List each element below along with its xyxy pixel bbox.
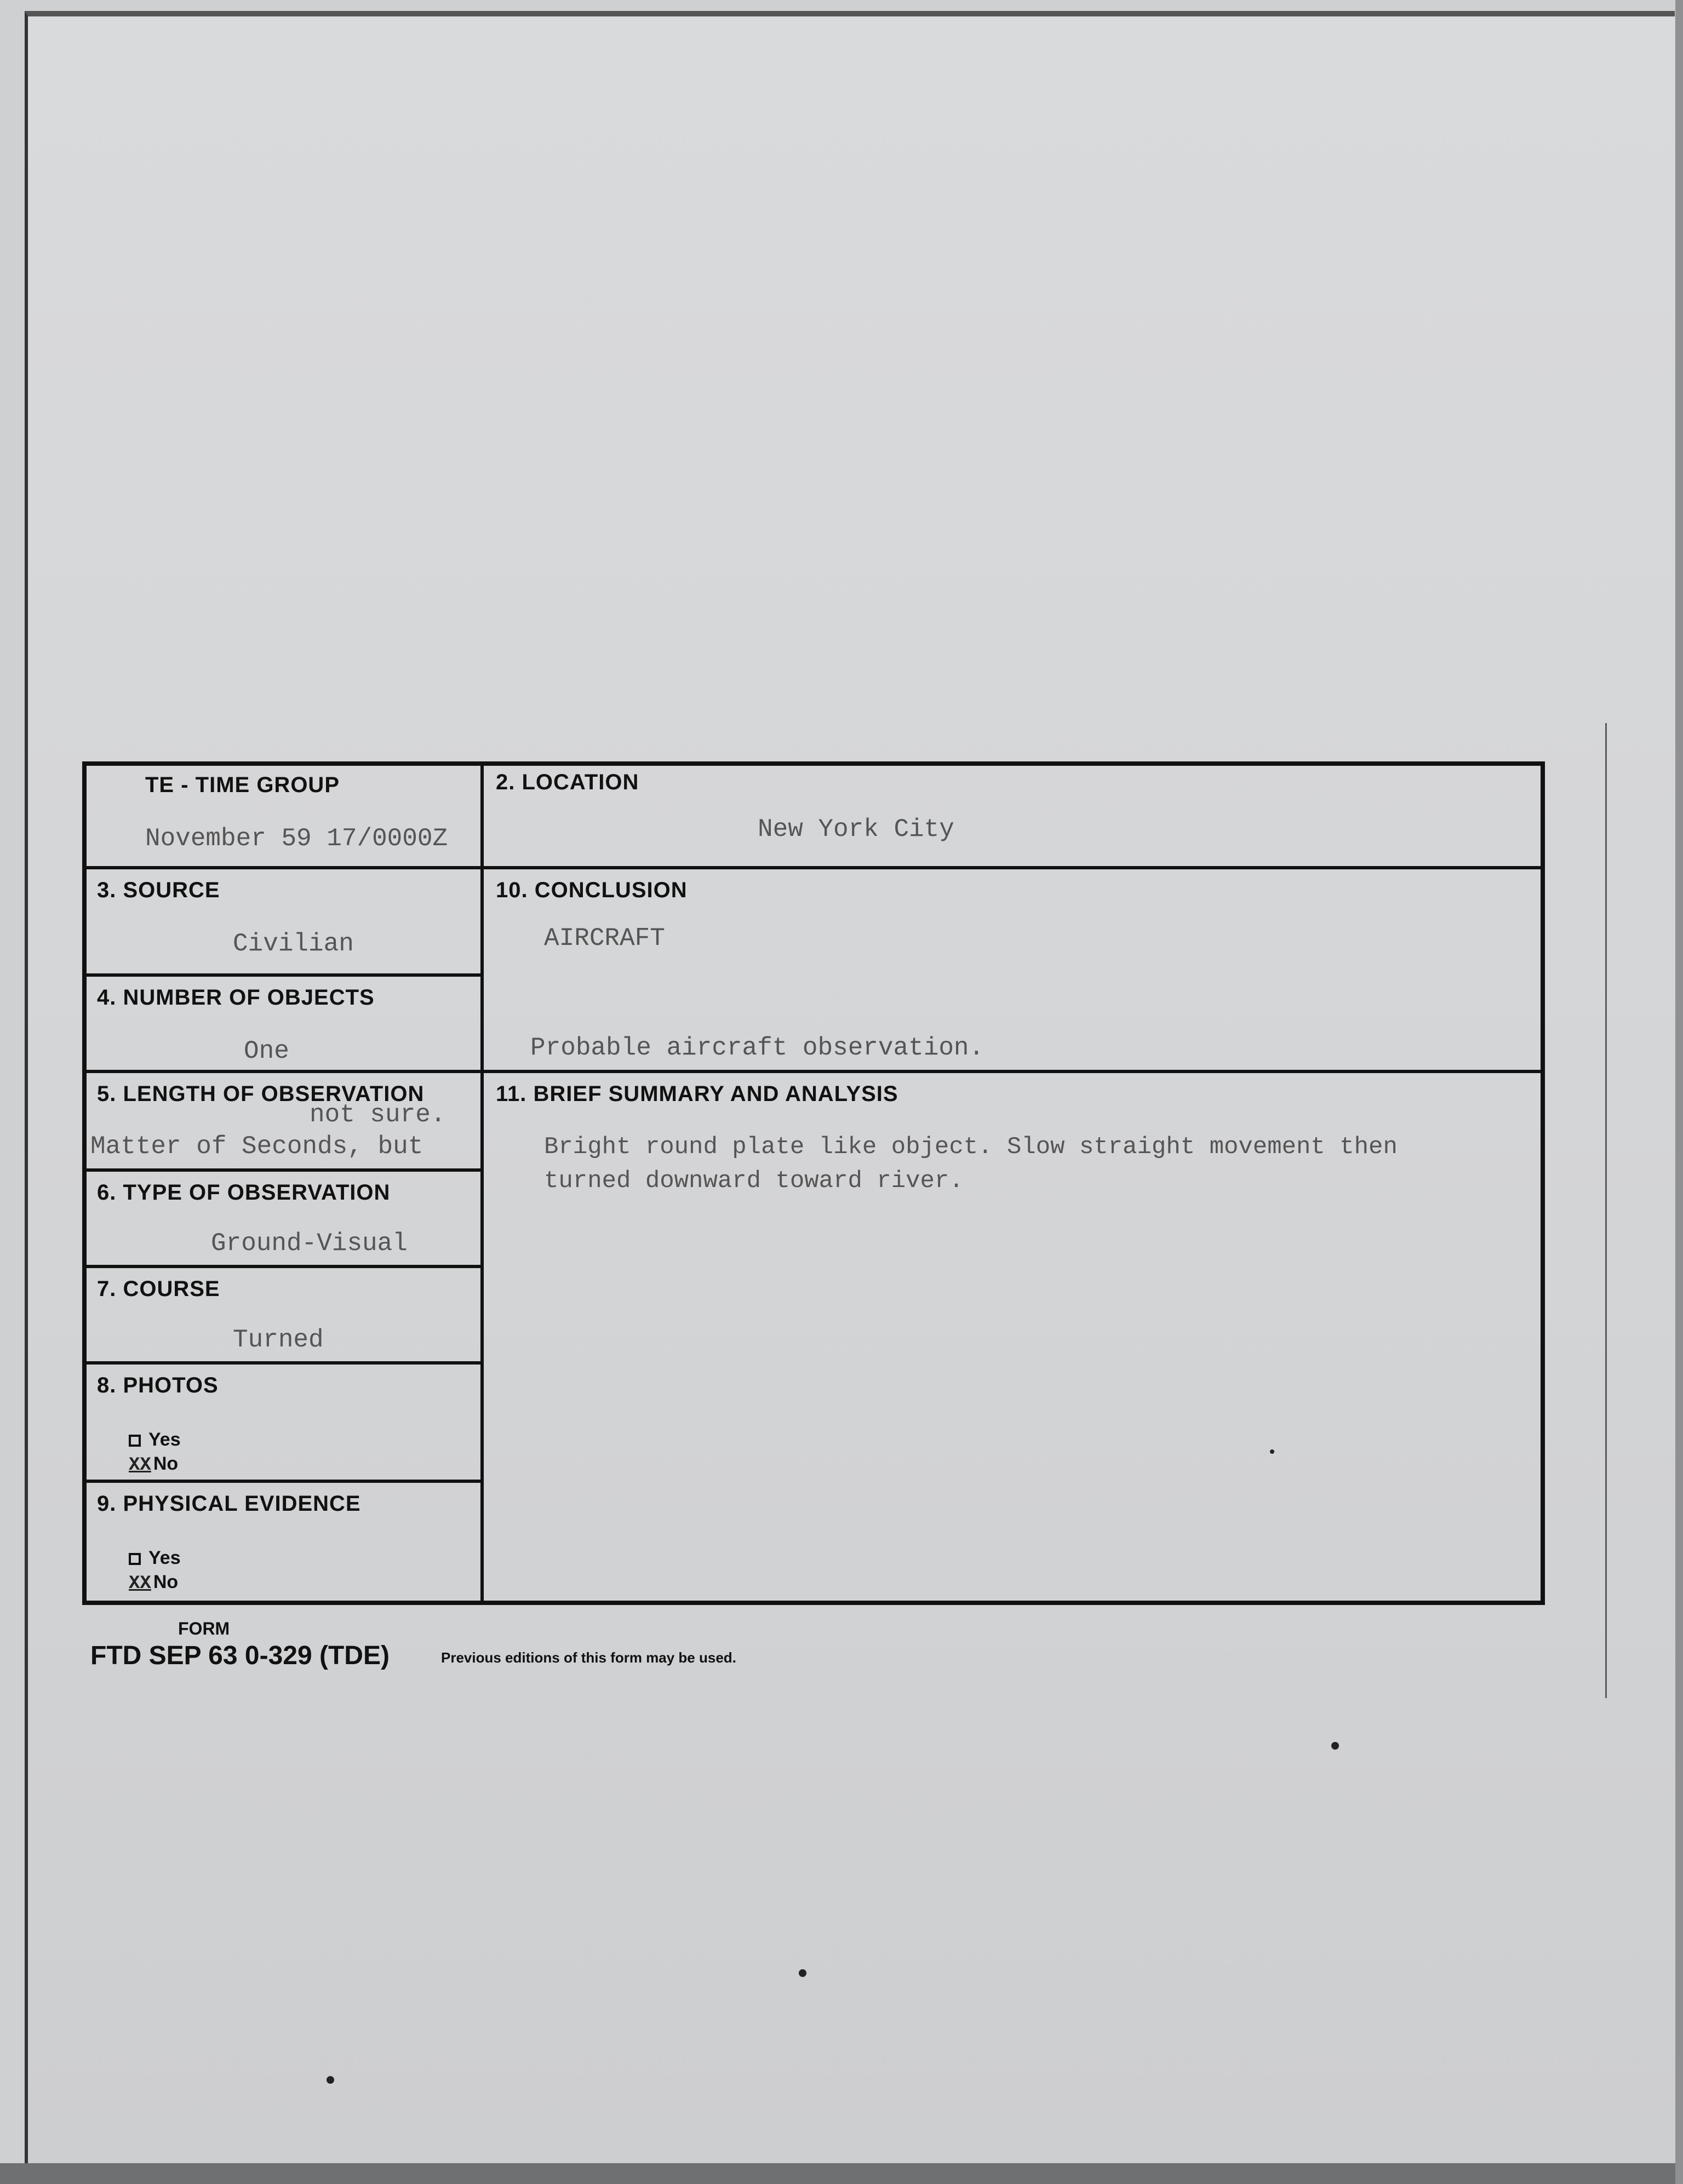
number-of-objects-value: One [244, 1037, 289, 1065]
number-of-objects-cell [82, 974, 483, 1073]
photos-cell [82, 1362, 483, 1482]
film-edge-bottom [0, 2163, 1683, 2184]
previous-editions-note: Previous editions of this form may be used. [441, 1649, 736, 1666]
source-label: 3. SOURCE [97, 878, 220, 902]
course-label: 7. COURSE [97, 1277, 220, 1301]
type-of-observation-cell [82, 1169, 483, 1268]
conclusion-value: AIRCRAFT [544, 924, 665, 953]
location-cell [481, 761, 1545, 869]
dust-speck [327, 2076, 334, 2084]
evidence-no: XX No [129, 1572, 179, 1594]
date-time-label: TE - TIME GROUP [145, 773, 340, 797]
photos-label: 8. PHOTOS [97, 1373, 219, 1397]
course-value: Turned [233, 1326, 324, 1354]
length-of-observation-cell [82, 1070, 483, 1171]
photos-no: XX No [129, 1453, 179, 1476]
type-of-observation-value: Ground-Visual [211, 1229, 408, 1258]
dust-speck [799, 1969, 806, 1977]
checkbox-icon [129, 1553, 141, 1565]
scan-line [1605, 723, 1607, 1698]
summary-label: 11. BRIEF SUMMARY AND ANALYSIS [496, 1082, 898, 1106]
project-record-card [82, 761, 1545, 1605]
conclusion-cell [481, 867, 1545, 1073]
location-label: 2. LOCATION [496, 770, 639, 794]
length-value-line1: not sure. [310, 1100, 446, 1129]
checked-mark: XX [129, 1573, 151, 1594]
location-value: New York City [758, 815, 954, 844]
checkbox-icon [129, 1435, 141, 1447]
form-id: FTD SEP 63 0-329 (TDE) [90, 1641, 390, 1670]
conclusion-label: 10. CONCLUSION [496, 878, 688, 902]
length-value-line2: Matter of Seconds, but [90, 1132, 423, 1161]
summary-line1: Bright round plate like object. Slow straight movement then [544, 1133, 1398, 1161]
number-of-objects-label: 4. NUMBER OF OBJECTS [97, 985, 375, 1010]
source-value: Civilian [233, 930, 354, 958]
summary-cell [481, 1070, 1545, 1605]
dust-speck [1270, 1449, 1274, 1454]
physical-evidence-label: 9. PHYSICAL EVIDENCE [97, 1492, 361, 1516]
film-edge-right [1675, 0, 1683, 2184]
physical-evidence-cell [82, 1480, 483, 1605]
length-of-observation-label: 5. LENGTH OF OBSERVATION [97, 1082, 425, 1106]
date-time-cell [82, 761, 483, 869]
form-word: FORM [178, 1619, 230, 1638]
checked-mark: XX [129, 1455, 151, 1476]
evidence-yes: Yes [129, 1547, 181, 1569]
dust-speck [1331, 1742, 1339, 1750]
course-cell [82, 1265, 483, 1364]
source-cell [82, 867, 483, 976]
type-of-observation-label: 6. TYPE OF OBSERVATION [97, 1180, 391, 1205]
date-time-value: November 59 17/0000Z [145, 824, 448, 853]
photos-yes: Yes [129, 1429, 181, 1451]
conclusion-note: Probable aircraft observation. [530, 1034, 984, 1062]
summary-line2: turned downward toward river. [544, 1167, 964, 1195]
